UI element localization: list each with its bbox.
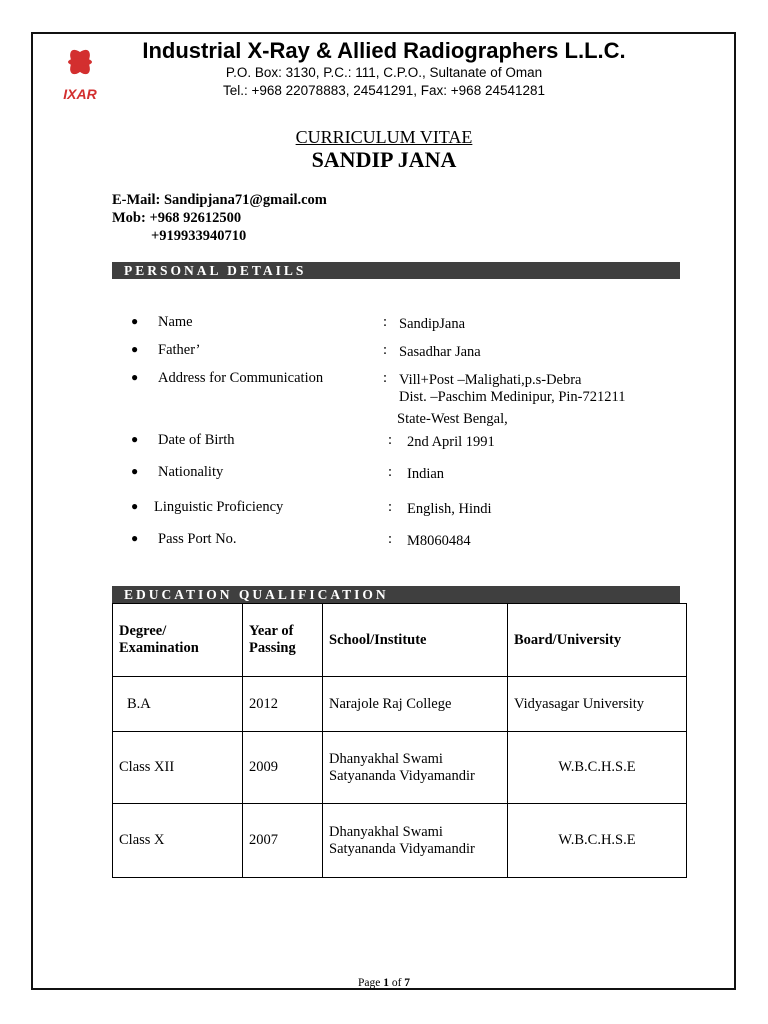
col-school: School/Institute (323, 604, 508, 677)
cell-year: 2007 (243, 804, 323, 878)
detail-value: English, Hindi (407, 501, 492, 517)
bullet-icon: ● (131, 531, 139, 545)
detail-colon: : (383, 342, 388, 358)
bullet-icon: ● (131, 499, 139, 513)
of-word: of (391, 977, 402, 989)
header-text: Examination (119, 640, 199, 656)
cell-school (323, 732, 508, 804)
detail-label: Nationality (158, 464, 224, 480)
company-name: Industrial X-Ray & Allied Radiographers L.L.C. (142, 38, 626, 63)
header-text: Degree/ (119, 623, 167, 639)
personal-details-heading: PERSONAL DETAILS (112, 262, 680, 279)
mobile-line-2: +919933940710 (151, 228, 247, 244)
company-phones: Tel.: +968 22078883, 24541291, Fax: +968 24541281 (222, 83, 546, 98)
email-line: E-Mail: Sandipjana71@gmail.com (112, 192, 327, 208)
cell-degree: Class X (113, 804, 243, 878)
table-row (113, 677, 687, 732)
cell-board: W.B.C.H.S.E (508, 804, 687, 878)
detail-colon: : (388, 464, 393, 480)
bullet-icon: ● (131, 432, 139, 446)
detail-label: Date of Birth (158, 432, 235, 448)
col-degree (113, 604, 243, 677)
table-row (113, 732, 687, 804)
cell-degree: B.A (113, 677, 243, 732)
detail-value: Indian (407, 466, 445, 482)
education-table (112, 603, 687, 878)
address-line-1: Vill+Post –Malighati,p.s-Debra (399, 372, 582, 388)
detail-value: M8060484 (407, 533, 471, 549)
detail-label: Linguistic Proficiency (154, 499, 284, 515)
detail-label: Pass Port No. (158, 531, 237, 547)
header-text: Passing (249, 640, 296, 656)
detail-colon: : (383, 370, 388, 386)
cell-board: W.B.C.H.S.E (508, 732, 687, 804)
page-word: Page (357, 977, 381, 989)
bullet-icon: ● (131, 342, 139, 356)
school-line-1: Dhanyakhal Swami (329, 750, 443, 767)
page-number (0, 977, 768, 989)
cell-degree: Class XII (113, 732, 243, 804)
document-heading: CURRICULUM VITAE (295, 127, 473, 147)
cell-year: 2009 (243, 732, 323, 804)
page-total: 7 (404, 977, 411, 989)
detail-label: Address for Communication (158, 370, 324, 386)
col-board: Board/University (508, 604, 687, 677)
school-line-2: Satyananda Vidyamandir (329, 767, 475, 784)
education-heading: EDUCATION QUALIFICATION (112, 586, 680, 603)
cell-year: 2012 (243, 677, 323, 732)
detail-colon: : (388, 499, 393, 515)
detail-colon: : (388, 531, 393, 547)
page-current: 1 (383, 977, 389, 989)
address-line-2: Dist. –Paschim Medinipur, Pin-721211 (399, 389, 626, 405)
bullet-icon: ● (131, 464, 139, 478)
table-header-row (113, 604, 687, 677)
cell-school (323, 804, 508, 878)
cell-school: Narajole Raj College (323, 677, 508, 732)
address-line-3: State-West Bengal, (397, 411, 508, 427)
school-line-1: Dhanyakhal Swami (329, 823, 443, 840)
table-row (113, 804, 687, 878)
detail-value: 2nd April 1991 (407, 434, 495, 450)
bullet-icon: ● (131, 370, 139, 384)
candidate-name: SANDIP JANA (311, 147, 457, 172)
mobile-line-1: Mob: +968 92612500 (112, 210, 242, 226)
school-line-2: Satyananda Vidyamandir (329, 840, 475, 857)
detail-value: SandipJana (399, 316, 466, 332)
company-address: P.O. Box: 3130, P.C.: 111, C.P.O., Sultanate of Oman (225, 65, 543, 80)
cell-board: Vidyasagar University (508, 677, 687, 732)
bullet-icon: ● (131, 314, 139, 328)
logo-text: IXAR (63, 86, 97, 102)
detail-colon: : (383, 314, 388, 330)
detail-label: Father’ (158, 342, 201, 358)
detail-value: Sasadhar Jana (399, 344, 481, 360)
header-text: Year of (249, 623, 294, 639)
detail-colon: : (388, 432, 393, 448)
col-year (243, 604, 323, 677)
detail-label: Name (158, 314, 193, 330)
